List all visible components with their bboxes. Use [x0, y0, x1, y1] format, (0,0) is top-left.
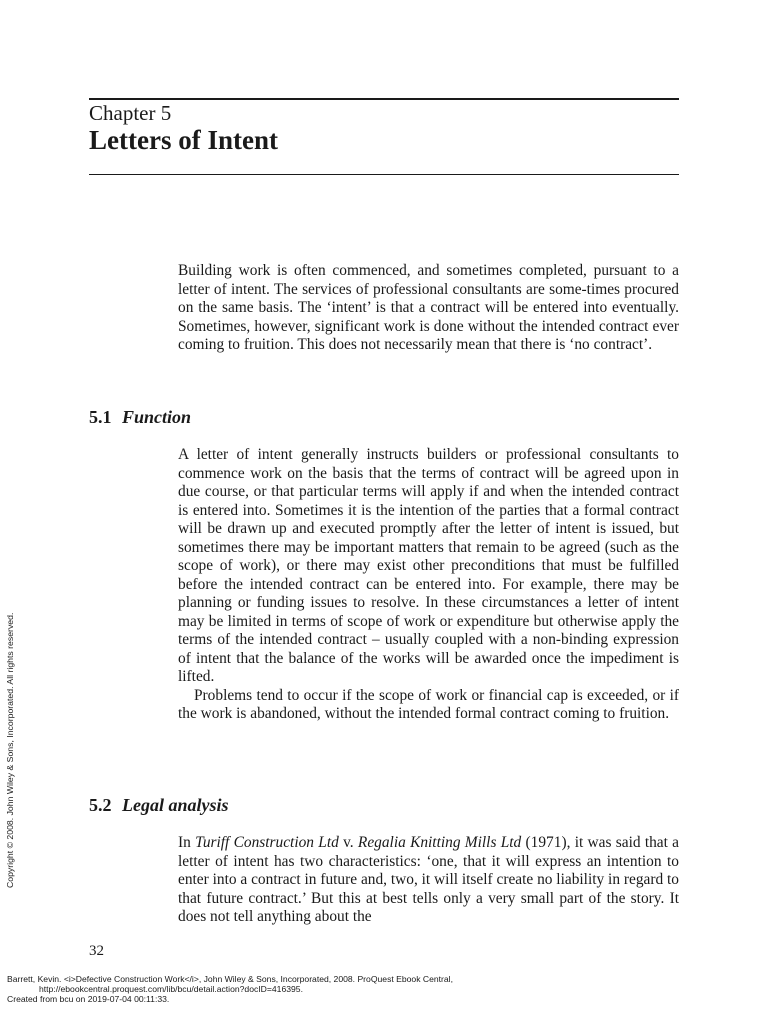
chapter-top-rule: [89, 98, 679, 100]
intro-section: [178, 262, 679, 355]
section-heading-function: [89, 406, 191, 428]
section-number: 5.2: [89, 795, 112, 815]
section-title: Legal analysis: [122, 795, 229, 815]
chapter-bottom-rule: [89, 174, 679, 175]
chapter-label: Chapter 5: [89, 101, 172, 125]
text-run: In: [178, 834, 196, 851]
section-title: Function: [122, 407, 192, 427]
text-run: (1971), it was said that a letter of intent has two characteristics: ‘one, that it will express an intention to enter into a contract in future and, two, it will itself create no liability in regard to that future contract.’ But this at best tells only a very small part of the story. It does not tell anything about the: [178, 834, 680, 925]
body-paragraph: Problems tend to occur if the scope of work or financial cap is exceeded, or if the work is abandoned, without the intended formal contract coming to fruition.: [178, 686, 679, 722]
intro-paragraph: Building work is often commenced, and sometimes completed, pursuant to a letter of intent. The services of professional consultants are some-times procured on the same basis. The ‘intent’ is that a contract will be entered into eventually. Sometimes, however, significant work is done without the intended contract ever coming to fruition. This does not necessarily mean that there is ‘no contract’.: [178, 262, 679, 353]
section-heading-legal-analysis: [89, 794, 229, 816]
body-paragraph: A letter of intent generally instructs builders or professional consultants to commence work on the basis that the terms of contract will be agreed upon in due course, or that particular terms will apply if and when the intended contract is entered into. Sometimes it is the intention of the parties that a formal contract will be drawn up and executed promptly after the letter of intent is issued, but sometimes there may be important matters that remain to be agreed (such as the scope of work), or there may exist other preconditions that must be fulfilled before the intended contract can be entered into. For example, there may be planning or funding issues to resolve. In these circumstances a letter of intent may be limited in terms of scope of work or expenditure but otherwise apply the terms of the intended contract – usually coupled with a non-binding expression of intent that the balance of the works will be awarded once the impediment is lifted.: [178, 446, 679, 685]
footer-created-line: Created from bcu on 2019-07-04 00:11:33.: [7, 994, 170, 1004]
text-run: v.: [338, 834, 358, 851]
function-section-body: [178, 446, 679, 724]
footer-citation-line: Barrett, Kevin. <i>Defective Construction Work</i>, John Wiley & Sons, Incorporated, 2008. ProQuest Ebook Central,: [7, 974, 453, 984]
legal-analysis-section-body: [178, 834, 679, 927]
page-number: 32: [89, 943, 104, 959]
chapter-title: Letters of Intent: [89, 125, 278, 155]
section-number: 5.1: [89, 407, 112, 427]
side-copyright-notice: Copyright © 2008. John Wiley & Sons, Incorporated. All rights reserved.: [5, 612, 15, 888]
case-name: Regalia Knitting Mills Ltd: [357, 834, 522, 851]
case-name: Turiff Construction Ltd: [195, 834, 339, 851]
citation-footer: [7, 974, 747, 1004]
footer-url-line: http://ebookcentral.proquest.com/lib/bcu/detail.action?docID=416395.: [39, 984, 303, 994]
body-paragraph: [178, 834, 679, 927]
